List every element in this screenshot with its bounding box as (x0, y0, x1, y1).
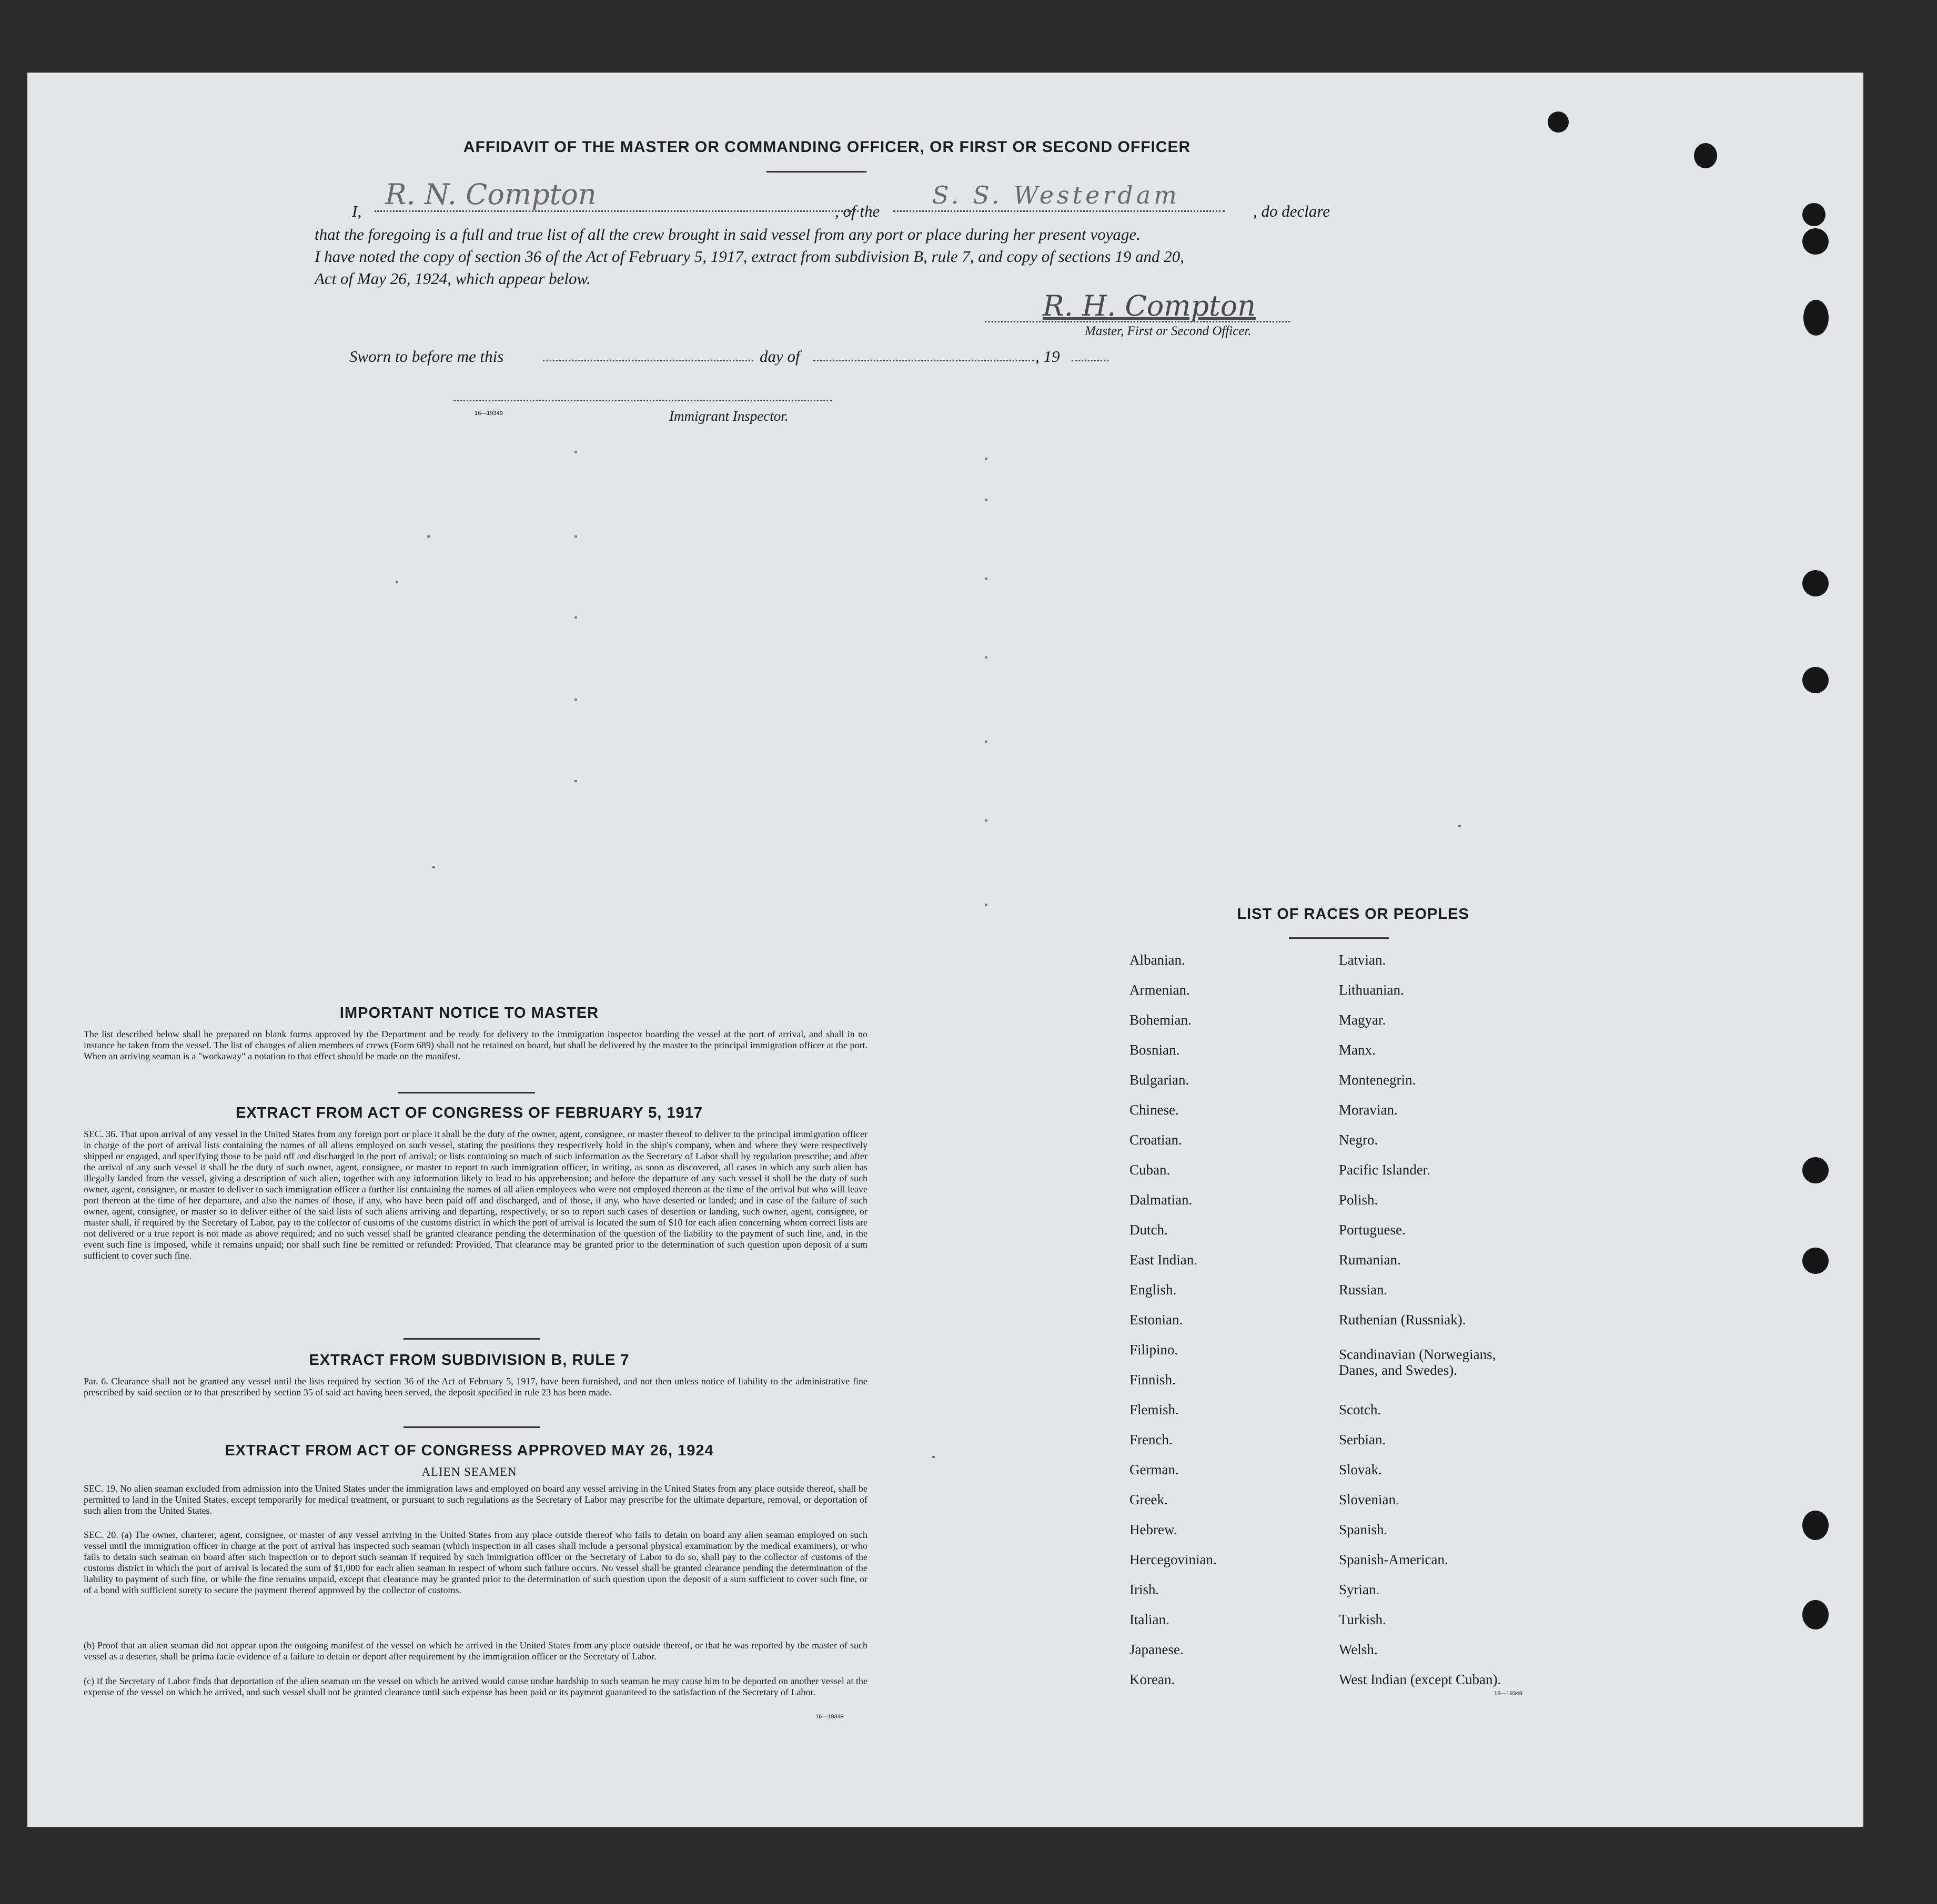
sworn-day-line (543, 360, 753, 361)
race-right-2: Magyar. (1339, 1012, 1386, 1028)
punch-hole (1802, 570, 1829, 596)
master-name-handwriting: R. N. Compton (385, 178, 597, 211)
speck (1458, 825, 1461, 827)
race-right-18: Spanish. (1339, 1522, 1388, 1537)
speck (985, 578, 987, 580)
speck (574, 780, 577, 782)
race-left-2: Bohemian. (1129, 1012, 1192, 1028)
race-right-16: Slovak. (1339, 1462, 1382, 1477)
extract-rule7-title: EXTRACT FROM SUBDIVISION B, RULE 7 (309, 1352, 630, 1369)
day-of-label: day of (760, 347, 800, 366)
race-right-21: Turkish. (1339, 1612, 1386, 1627)
divider (403, 1338, 540, 1340)
race-left-7: Cuban. (1129, 1162, 1171, 1178)
race-right-19: Spanish-American. (1339, 1552, 1448, 1567)
race-left-22: Italian. (1129, 1612, 1169, 1627)
race-left-3: Bosnian. (1129, 1042, 1180, 1058)
race-left-11: English. (1129, 1282, 1177, 1298)
extract-1924-title: EXTRACT FROM ACT OF CONGRESS APPROVED MAY 26, 1924 (225, 1442, 714, 1459)
race-left-21: Irish. (1129, 1582, 1159, 1597)
form-number-top: 16—19349 (475, 410, 503, 417)
speck (985, 458, 987, 460)
do-declare-label: , do declare (1253, 202, 1330, 220)
vessel-name-handwriting: S. S. Westerdam (932, 181, 1180, 209)
extract-1917-title: EXTRACT FROM ACT OF CONGRESS OF FEBRUARY 5, 1917 (235, 1105, 703, 1121)
sec19-body: SEC. 19. No alien seaman excluded from admission into the United States under the immigration laws and employed on board any vessel arriving in the United States from any place outside thereof, shall be permitted to land in the United States, except temporarily for medical treatment, or pursuant to such regulations as the Secretary of Labor may prescribe for the ultimate departure, removal, or deportation of such alien from the United States. (84, 1483, 867, 1516)
race-left-17: German. (1129, 1462, 1179, 1477)
sec20b-body: (b) Proof that an alien seaman did not appear upon the outgoing manifest of the vessel on which he arrived in the United States from any place outside thereof, or that he was reported by the master of such vessel as a deserter, shall be prima facie evidence of a failure to detain or deport after requirement by the immigration officer or the Secretary of Labor. (84, 1640, 867, 1662)
punch-hole (1803, 300, 1829, 336)
speck (985, 741, 987, 743)
speck (432, 866, 435, 868)
affidavit-line-4: Act of May 26, 1924, which appear below. (315, 269, 591, 288)
punch-hole (1802, 203, 1825, 226)
divider (398, 1092, 535, 1093)
race-left-4: Bulgarian. (1129, 1072, 1189, 1088)
extract-rule7-body: Par. 6. Clearance shall not be granted any vessel until the lists required by section 36 of the Act of February 5, 1917, have been furnished, and not then unless notice of liability to the administrative fine prescribed by said section or to that prescribed by section 35 of said act having been served, the deposit specified in rule 23 has been made. (84, 1376, 867, 1397)
race-left-20: Hercegovinian. (1129, 1552, 1217, 1567)
punch-hole (1802, 228, 1829, 255)
race-right-6: Negro. (1339, 1132, 1378, 1148)
race-left-5: Chinese. (1129, 1102, 1179, 1118)
race-left-13: Filipino. (1129, 1342, 1178, 1358)
race-left-9: Dutch. (1129, 1222, 1168, 1238)
form-number-bottom-left: 16—19349 (815, 1714, 844, 1720)
affidavit-title: AFFIDAVIT OF THE MASTER OR COMMANDING OFFICER, OR FIRST OR SECOND OFFICER (463, 138, 1191, 156)
title-underline (766, 171, 866, 173)
extract-1917-body: SEC. 36. That upon arrival of any vessel in the United States from any foreign port or place it shall be the duty of the owner, agent, consignee, or master thereof to deliver to the principal immigration officer in charge of the port of arrival lists containing the names of all aliens employed on such vessel, stating the positions they respectively hold in the ship's company, when and where they were respectively shipped or engaged, and specifying those to be paid off and discharged in the port of arrival; or lists containing so much of such information as the Secretary of Labor shall by regulation prescribe; and after the arrival of any such vessel it shall be the duty of such owner, agent, consignee, or master to report to such immigration officer, in writing, as soon as discovered, all cases in which any such alien has illegally landed from the vessel, giving a description of such alien, together with any information likely to lead to his apprehension; and before the departure of any such vessel it shall be the duty of such owner, agent, consignee, or master to deliver to such immigration officer a further list containing the names of all alien employees who were not employed thereon at the time of the arrival but who will leave port thereon at the time of her departure, and also the names of those, if any, who have been paid off and discharged, and of those, if any, who have deserted or landed; and in case of the failure of such owner, agent, consignee, or master so to deliver either of the said lists of such aliens arriving and departing, respectively, or so to report such cases of desertion or landing, such owner, agent, consignee, or master shall, if required by the Secretary of Labor, pay to the collector of customs of the customs district in which the port of arrival is located the sum of $10 for each alien concerning whom correct lists are not delivered or a true report is not made as above required; and no such vessel shall be granted clearance pending the determination of the question of the liability to the payment of such fine, and, in the event such fine is imposed, while it remains unpaid; nor shall such fine be remitted or refunded: Provided, That clearance may be granted prior to the determination of such question upon deposit of a sum sufficient to cover such fine. (84, 1129, 867, 1261)
race-right-15: Serbian. (1339, 1432, 1386, 1447)
race-right-12: Ruthenian (Russniak). (1339, 1312, 1466, 1328)
race-left-0: Albanian. (1129, 952, 1185, 968)
master-signature: R. H. Compton (1043, 289, 1256, 322)
speck (574, 616, 577, 619)
race-right-14: Scotch. (1339, 1402, 1381, 1417)
race-left-23: Japanese. (1129, 1642, 1184, 1657)
speck (574, 535, 577, 538)
speck (574, 451, 577, 453)
race-right-9: Portuguese. (1339, 1222, 1406, 1238)
sec20c-body: (c) If the Secretary of Labor finds that deportation of the alien seaman on the vessel on which he arrived would cause undue hardship to such seaman he may cause him to be deported on another vessel at the expense of the vessel on which he arrived, and such vessel shall not be granted clearance until such expense has been paid or its payment guaranteed to the satisfaction of the Secretary of Labor. (84, 1676, 867, 1697)
punch-hole (1802, 667, 1829, 693)
race-right-22: Welsh. (1339, 1642, 1378, 1657)
speck (985, 904, 987, 906)
races-underline (1289, 937, 1389, 939)
sworn-year-line (1072, 360, 1108, 361)
race-left-14: Finnish. (1129, 1372, 1176, 1388)
notice-title: IMPORTANT NOTICE TO MASTER (339, 1005, 599, 1021)
races-title: LIST OF RACES OR PEOPLES (1237, 906, 1469, 923)
inspector-line (453, 400, 832, 401)
notice-body: The list described below shall be prepared on blank forms approved by the Department and be ready for delivery to the immigration inspector boarding the vessel at the port of arrival, and shall in no instance be taken from the vessel. The list of changes of alien members of crews (Form 689) shall not be retained on board, but shall be delivered by the master to the principal immigration officer at the port. When an arriving seaman is a "workaway" a notation to that effect should be made on the manifest. (84, 1029, 867, 1061)
document-page (27, 73, 1863, 1827)
race-left-24: Korean. (1129, 1672, 1175, 1687)
speck (427, 535, 430, 538)
affidavit-line-2: that the foregoing is a full and true list of all the crew brought in said vessel from any port or place during her present voyage. (315, 225, 1141, 244)
race-left-19: Hebrew. (1129, 1522, 1177, 1537)
race-right-17: Slovenian. (1339, 1492, 1399, 1507)
race-right-0: Latvian. (1339, 952, 1386, 968)
race-left-6: Croatian. (1129, 1132, 1182, 1148)
punch-hole (1802, 1248, 1829, 1274)
of-the-label: , of the (835, 202, 880, 220)
extract-1924-subtitle: ALIEN SEAMEN (421, 1465, 517, 1478)
speck (985, 499, 987, 501)
race-right-11: Russian. (1339, 1282, 1388, 1298)
speck (985, 819, 987, 822)
race-right-3: Manx. (1339, 1042, 1376, 1058)
race-left-8: Dalmatian. (1129, 1192, 1193, 1208)
race-right-8: Polish. (1339, 1192, 1378, 1208)
punch-hole (1802, 1157, 1829, 1183)
race-right-23: West Indian (except Cuban). (1339, 1672, 1501, 1687)
divider (403, 1426, 540, 1428)
punch-hole (1802, 1511, 1829, 1540)
affidavit-i-label: I, (352, 202, 362, 220)
sworn-label: Sworn to before me this (349, 347, 504, 366)
race-right-10: Rumanian. (1339, 1252, 1401, 1268)
race-right-4: Montenegrin. (1339, 1072, 1416, 1088)
race-right-20: Syrian. (1339, 1582, 1380, 1597)
race-right-13: Scandinavian (Norwegians, Danes, and Swedes). (1339, 1346, 1496, 1378)
race-right-5: Moravian. (1339, 1102, 1398, 1118)
punch-hole (1694, 143, 1717, 168)
punch-hole (1548, 112, 1569, 133)
vessel-name-line (893, 210, 1225, 212)
race-left-1: Armenian. (1129, 982, 1190, 998)
inspector-caption: Immigrant Inspector. (669, 408, 789, 424)
sworn-month-line (813, 360, 1034, 361)
sec20a-body: SEC. 20. (a) The owner, charterer, agent, consignee, or master of any vessel arriving in the United States from any place outside thereof who fails to detain on board any alien seaman employed on such vessel until the immigration officer in charge at the port of arrival has inspected such seaman (which inspection in all cases shall include a personal physical examination by the medical examiners), or who fails to detain such seaman on board after such inspection or to deport such seaman if required by such immigration officer or the Secretary of Labor to do so, shall pay to the collector of customs of the customs district in which the port of arrival is located the sum of $1,000 for each alien seaman in respect of whom such failure occurs. No vessel shall be granted clearance pending the determination of the liability to payment of such fine, or while the fine remains unpaid, except that clearance may be granted prior to the determination of such question upon the deposit of a sum sufficient to cover such fine, or of a bond with sufficient surety to secure the payment thereof approved by the collector of customs. (84, 1530, 867, 1595)
race-left-10: East Indian. (1129, 1252, 1197, 1268)
race-left-12: Estonian. (1129, 1312, 1183, 1328)
race-right-7: Pacific Islander. (1339, 1162, 1430, 1178)
speck (932, 1456, 935, 1458)
form-number-races: 16—19349 (1494, 1690, 1522, 1697)
affidavit-line-3: I have noted the copy of section 36 of the Act of February 5, 1917, extract from subdivision B, rule 7, and copy of sections 19 and 20, (315, 247, 1185, 266)
race-right-1: Lithuanian. (1339, 982, 1404, 998)
race-left-18: Greek. (1129, 1492, 1168, 1507)
year-label: , 19 (1035, 347, 1060, 366)
punch-hole (1802, 1600, 1829, 1629)
speck (985, 656, 987, 659)
signature-caption: Master, First or Second Officer. (1085, 324, 1252, 338)
race-left-15: Flemish. (1129, 1402, 1179, 1417)
race-left-16: French. (1129, 1432, 1173, 1447)
speck (574, 698, 577, 701)
speck (396, 581, 398, 583)
